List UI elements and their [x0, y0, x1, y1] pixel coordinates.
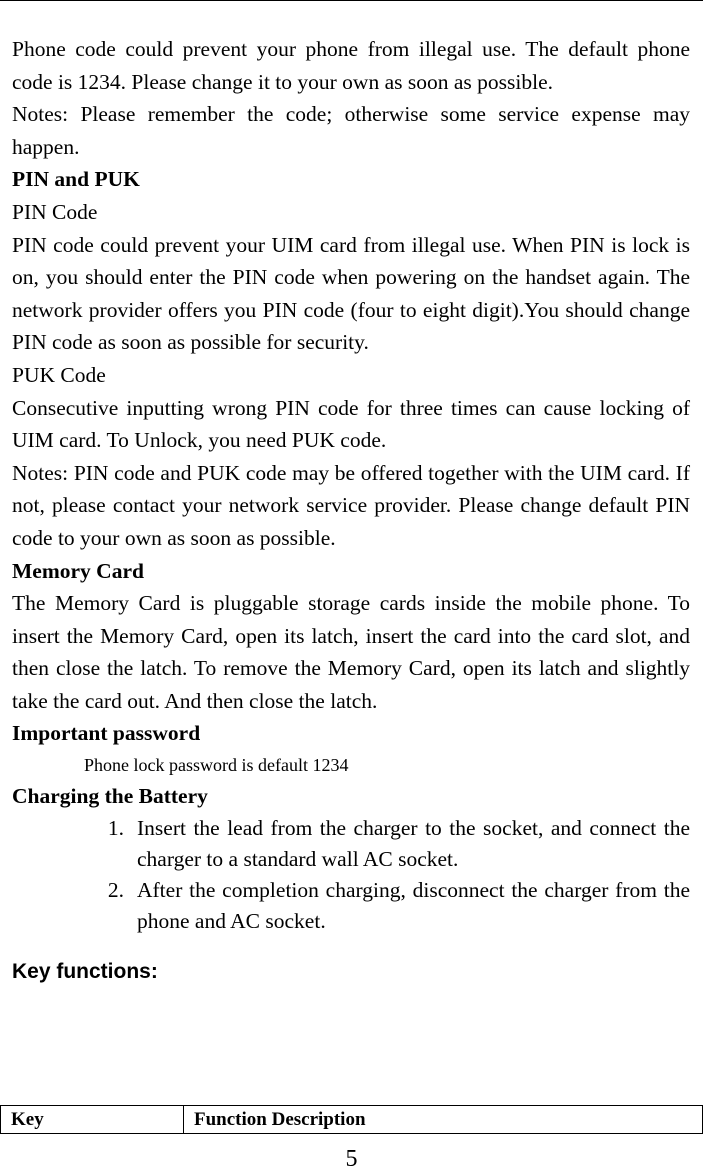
key-functions-table [0, 1105, 703, 1134]
list-item-number: 2. [107, 877, 124, 902]
puk-code-title: PUK Code [12, 362, 106, 387]
page-content [12, 33, 690, 989]
list-item-text: Insert the lead from the charger to the socket, and connect the charger to a standard wall AC socket. [137, 815, 690, 871]
puk-code-paragraph: Consecutive inputting wrong PIN code for three times can cause locking of UIM card. To Unlock, you need PUK code. [12, 395, 690, 453]
list-item [12, 875, 690, 937]
table-header-description: Function Description [184, 1106, 703, 1134]
table-header-key: Key [1, 1106, 184, 1134]
pin-puk-heading: PIN and PUK [12, 167, 140, 192]
memory-card-heading: Memory Card [12, 558, 144, 583]
important-password-text: Phone lock password is default 1234 [84, 755, 349, 776]
top-rule [0, 0, 703, 1]
pin-code-paragraph: PIN code could prevent your UIM card from illegal use. When PIN is lock is on, you should enter the PIN code when powering on the handset again. The network provider offers you PIN code (four to eight digit).You should change PIN code as soon as possible for security. [12, 232, 690, 355]
table-header-row [1, 1106, 703, 1134]
list-item [12, 813, 690, 875]
page-number: 5 [345, 1146, 358, 1172]
list-item-text: After the completion charging, disconnect the charger from the phone and AC socket. [137, 877, 690, 933]
list-item-number: 1. [107, 815, 124, 840]
important-password-heading: Important password [12, 721, 201, 746]
phone-code-paragraph: Phone code could prevent your phone from illegal use. The default phone code is 1234. Please change it to your own as soon as possible. [12, 37, 690, 94]
pin-puk-notes: Notes: PIN code and PUK code may be offered together with the UIM card. If not, please contact your network service provider. Please change default PIN code to your own as soon as possible. [12, 460, 690, 550]
key-functions-heading: Key functions: [12, 959, 158, 983]
pin-code-title: PIN Code [12, 199, 98, 224]
charging-steps-list [12, 813, 690, 937]
charging-heading: Charging the Battery [12, 784, 208, 809]
memory-card-paragraph: The Memory Card is pluggable storage cards inside the mobile phone. To insert the Memory Card, open its latch, insert the card into the card slot, and then close the latch. To remove the Memory Card, open its latch and slightly take the card out. And then close the latch. [12, 591, 690, 713]
phone-code-notes: Notes: Please remember the code; otherwise some service expense may happen. [12, 102, 690, 159]
